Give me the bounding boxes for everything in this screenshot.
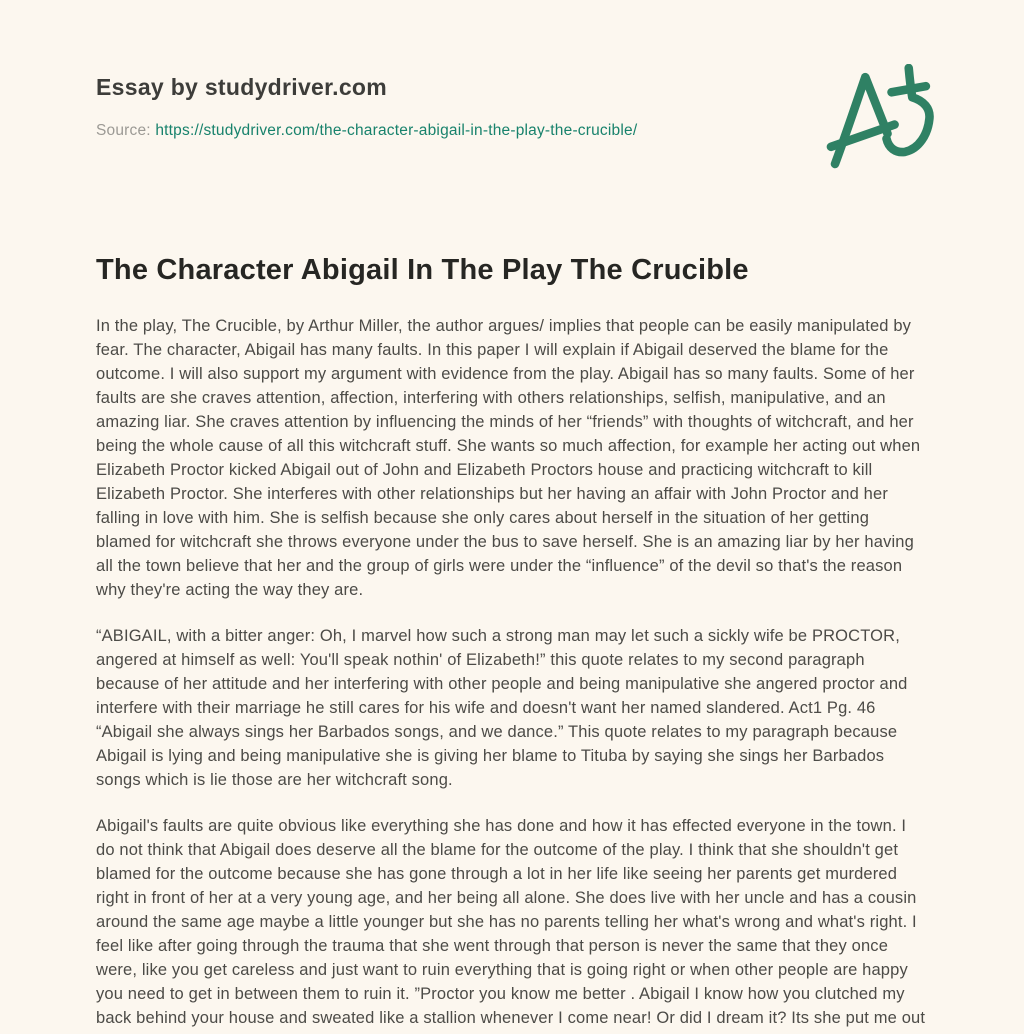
essay-paragraph-2: “ABIGAIL, with a bitter anger: Oh, I marvel how such a strong man may let such a sickly wife be PROCTOR, angered at himself as well: You'll speak nothin' of Elizabeth!” this quote relates to my second paragraph because of her attitude and her interfering with other people and being manipulative she angered proctor and interfere with their marriage he still cares for his wife and doesn't want her named slandered. Act1 Pg. 46 “Abigail she always sings her Barbados songs, and we dance.” This quote relates to my paragraph because Abigail is lying and being manipulative she is giving her blame to Tituba by saying she sings her Barbados songs which is lie those are her witchcraft song.: [96, 627, 908, 789]
logo-plus-swash: [887, 68, 930, 152]
essay-title: The Character Abigail In The Play The Crucible: [96, 254, 749, 286]
essay-paragraph-1: In the play, The Crucible, by Arthur Miller, the author argues/ implies that people can be easily manipulated by fear. The character, Abigail has many faults. In this paper I will explain if Abigail deserved the blame for the outcome. I will also support my argument with evidence from the play. Abigail has so many faults. Some of her faults are she craves attention, affection, interfering with others relationships, selfish, manipulative, and an amazing liar. She craves attention by influencing the minds of her “friends” with thoughts of witchcraft, and her being the whole cause of all this witchcraft stuff. She wants so much affection, for example her acting out when Elizabeth Proctor kicked Abigail out of John and Elizabeth Proctors house and practicing witchcraft to kill Elizabeth Proctor. She interferes with other relationships but her having an affair with John Proctor and her falling in love with him. She is selfish because she only cares about herself in the situation of her getting blamed for witchcraft she throws everyone under the bus to save herself. She is an amazing liar by her having all the town believe that her and the group of girls were under the “influence” of the devil so that's the reason why they're acting the way they are.: [96, 317, 921, 599]
source-link[interactable]: https://studydriver.com/the-character-abigail-in-the-play-the-crucible/: [155, 122, 638, 139]
essay-body: [96, 314, 928, 1030]
document-header: [96, 74, 928, 140]
source-line: [96, 122, 928, 140]
studydriver-a-plus-logo-icon: [826, 64, 946, 170]
essay-by-heading: Essay by studydriver.com: [96, 74, 388, 100]
logo-a-legs: [835, 77, 887, 164]
essay-paragraph-3: Abigail's faults are quite obvious like everything she has done and how it has effected everyone in the town. I do not think that Abigail does deserve all the blame for the outcome of the play. I think that she shouldn't get blamed for the outcome because she has gone through a lot in her life like seeing her parents get murdered right in front of her at a very young age, and her being all alone. She does live with her uncle and has a cousin around the same age maybe a little younger but she has no parents telling her what's wrong and what's right. I feel like after going through the trauma that she went through that person is never the same that they once were, like you get careless and just want to ruin everything that is going right or when other people are happy you need to get in between them to ruin it. ”Proctor you know me better . Abigail I know how you clutched my back behind your house and sweated like a stallion whenever I come near! Or did I dream it? Its she put me out: [96, 817, 926, 1027]
source-label: Source:: [96, 122, 151, 139]
